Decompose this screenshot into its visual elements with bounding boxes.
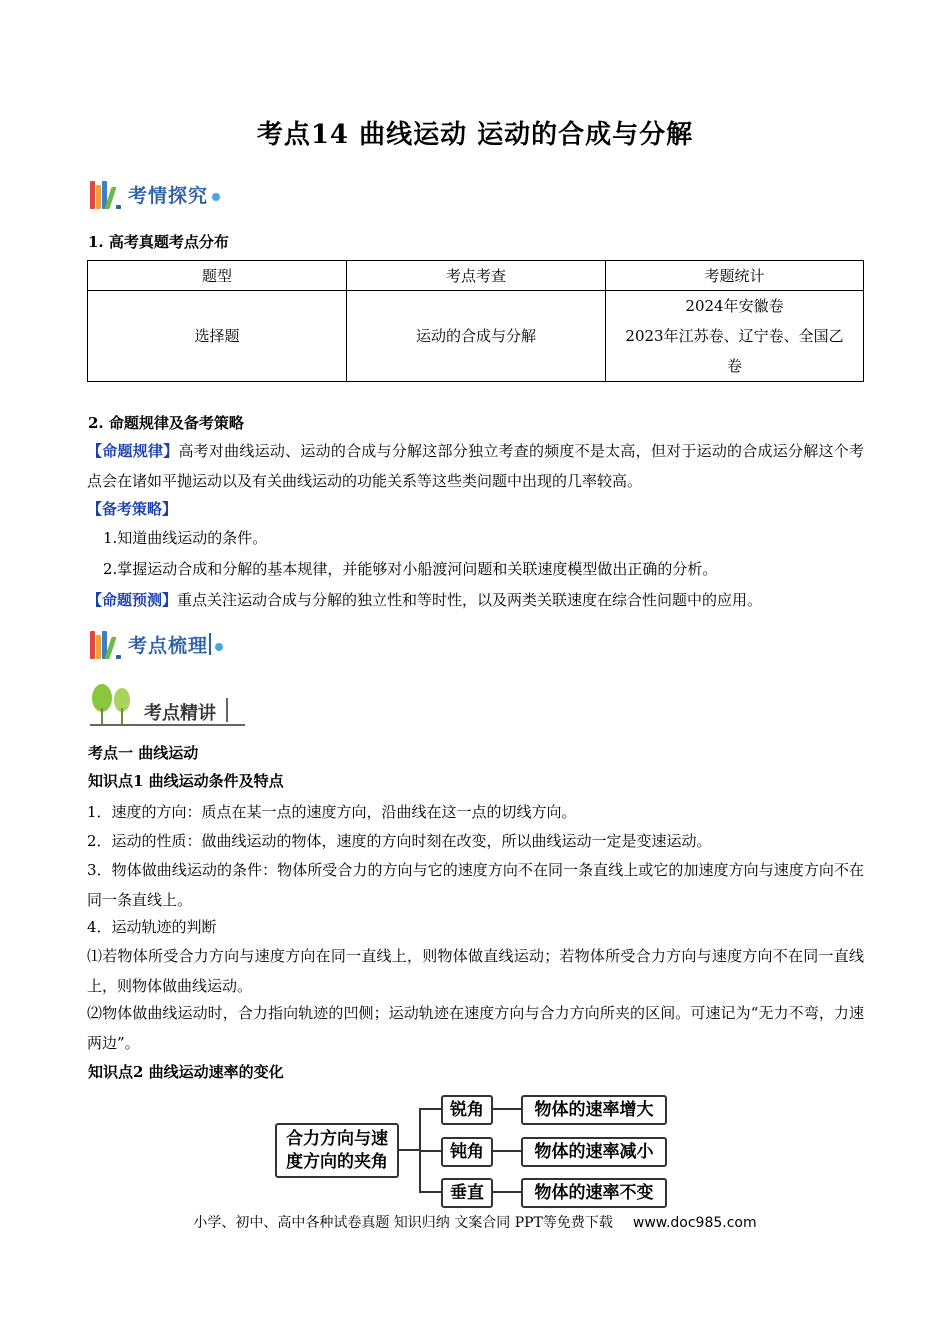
strategy-item: 2.掌握运动合成和分解的基本规律，并能够对小船渡河问题和关联速度模型做出正确的分析。 <box>103 560 718 578</box>
books-icon <box>90 179 124 209</box>
strategy-tag-line <box>87 494 864 524</box>
angle-box: 钝角 <box>441 1137 493 1167</box>
connector-line <box>493 1108 521 1110</box>
connector-line <box>419 1150 441 1152</box>
knowledge-heading: 知识点1 曲线运动条件及特点 <box>88 772 284 790</box>
knowledge-subitem: ⑴若物体所受合力方向与速度方向在同一直线上，则物体做直线运动；若物体所受合力方向与速度方向不在同一直线上，则物体做曲线运动。 <box>87 947 864 995</box>
knowledge-item: 2．运动的性质：做曲线运动的物体，速度的方向时刻在改变，所以曲线运动一定是变速运动。 <box>87 832 712 850</box>
strategy-tag: 【备考策略】 <box>87 500 178 518</box>
knowledge-item: 3．物体做曲线运动的条件：物体所受合力的方向与它的速度方向不在同一条直线上或它的加速度方向与速度方向不在同一条直线上。 <box>87 861 864 909</box>
knowledge-item: 1．速度的方向：质点在某一点的速度方向，沿曲线在这一点的切线方向。 <box>87 803 577 821</box>
result-box: 物体的速率不变 <box>521 1178 667 1208</box>
diagram-root-line: 度方向的夹角 <box>286 1151 388 1172</box>
connector-line <box>399 1149 419 1151</box>
stats-line: 2023年江苏卷、辽宁卷、全国乙 <box>625 327 844 345</box>
stats-line: 2024年安徽卷 <box>685 297 784 315</box>
predict-paragraph <box>87 585 864 615</box>
footer-site-link[interactable]: www.doc985.com <box>632 1215 757 1231</box>
section-banner-outline <box>90 626 223 662</box>
table-row <box>88 291 864 382</box>
diagram-root-line: 合力方向与速 <box>286 1128 388 1149</box>
exam-stats-table <box>87 260 864 382</box>
text-cursor <box>209 633 211 655</box>
table-cell-topic: 运动的合成与分解 <box>347 291 606 382</box>
section-heading-rules: 2. 命题规律及备考策略 <box>88 414 244 432</box>
connector-line <box>493 1150 521 1152</box>
table-cell-type: 选择题 <box>88 291 347 382</box>
rule-tag: 【命题规律】 <box>87 442 179 460</box>
section-heading-distribution: 1. 高考真题考点分布 <box>88 233 229 251</box>
section-banner-key-points <box>90 684 250 728</box>
result-box: 物体的速率减小 <box>521 1137 667 1167</box>
diagram-root-box <box>275 1123 399 1178</box>
knowledge-heading: 知识点2 曲线运动速率的变化 <box>88 1063 284 1081</box>
dot-icon <box>212 193 220 201</box>
table-cell-stats <box>606 291 864 382</box>
angle-box: 锐角 <box>441 1095 493 1125</box>
predict-tag: 【命题预测】 <box>87 591 178 609</box>
rule-paragraph <box>87 436 864 496</box>
connector-line <box>493 1191 521 1193</box>
connector-line <box>419 1108 441 1110</box>
table-header-stats: 考题统计 <box>606 261 864 291</box>
dot-icon <box>215 643 223 651</box>
stats-line: 卷 <box>726 357 742 375</box>
result-box: 物体的速率增大 <box>521 1095 667 1125</box>
angle-box: 垂直 <box>441 1178 493 1208</box>
banner-label: 考点精讲 <box>144 703 216 724</box>
books-icon <box>90 629 124 659</box>
page-title: 考点14 曲线运动 运动的合成与分解 <box>256 120 694 150</box>
knowledge-subitem: ⑵物体做曲线运动时，合力指向轨迹的凹侧；运动轨迹在速度方向与合力方向所夹的区间。可速记为“无力不弯，力速两边”。 <box>87 1004 864 1052</box>
knowledge-item: 4．运动轨迹的判断 <box>87 918 217 936</box>
strategy-item: 1.知道曲线运动的条件。 <box>103 529 268 547</box>
predict-text: 重点关注运动合成与分解的独立性和等时性，以及两类关联速度在综合性问题中的应用。 <box>177 591 763 609</box>
speed-change-diagram <box>275 1092 675 1210</box>
topic-heading: 考点一 曲线运动 <box>88 744 199 762</box>
table-header-topic: 考点考查 <box>347 261 606 291</box>
section-banner-exam-analysis <box>90 176 220 212</box>
banner-label: 考情探究 <box>128 184 209 207</box>
connector-line <box>419 1191 441 1193</box>
page-footer <box>0 1212 950 1232</box>
table-header-type: 题型 <box>88 261 347 291</box>
rule-text: 高考对曲线运动、运动的合成与分解这部分独立考查的频度不是太高，但对于运动的合成运分解这个考点会在诸如平抛运动以及有关曲线运动的功能关系等这些类问题中出现的几率较高。 <box>87 442 864 490</box>
footer-text: 小学、初中、高中各种试卷真题 知识归纳 文案合同 PPT等免费下载 <box>193 1215 613 1231</box>
banner-label: 考点梳理 <box>128 634 209 657</box>
